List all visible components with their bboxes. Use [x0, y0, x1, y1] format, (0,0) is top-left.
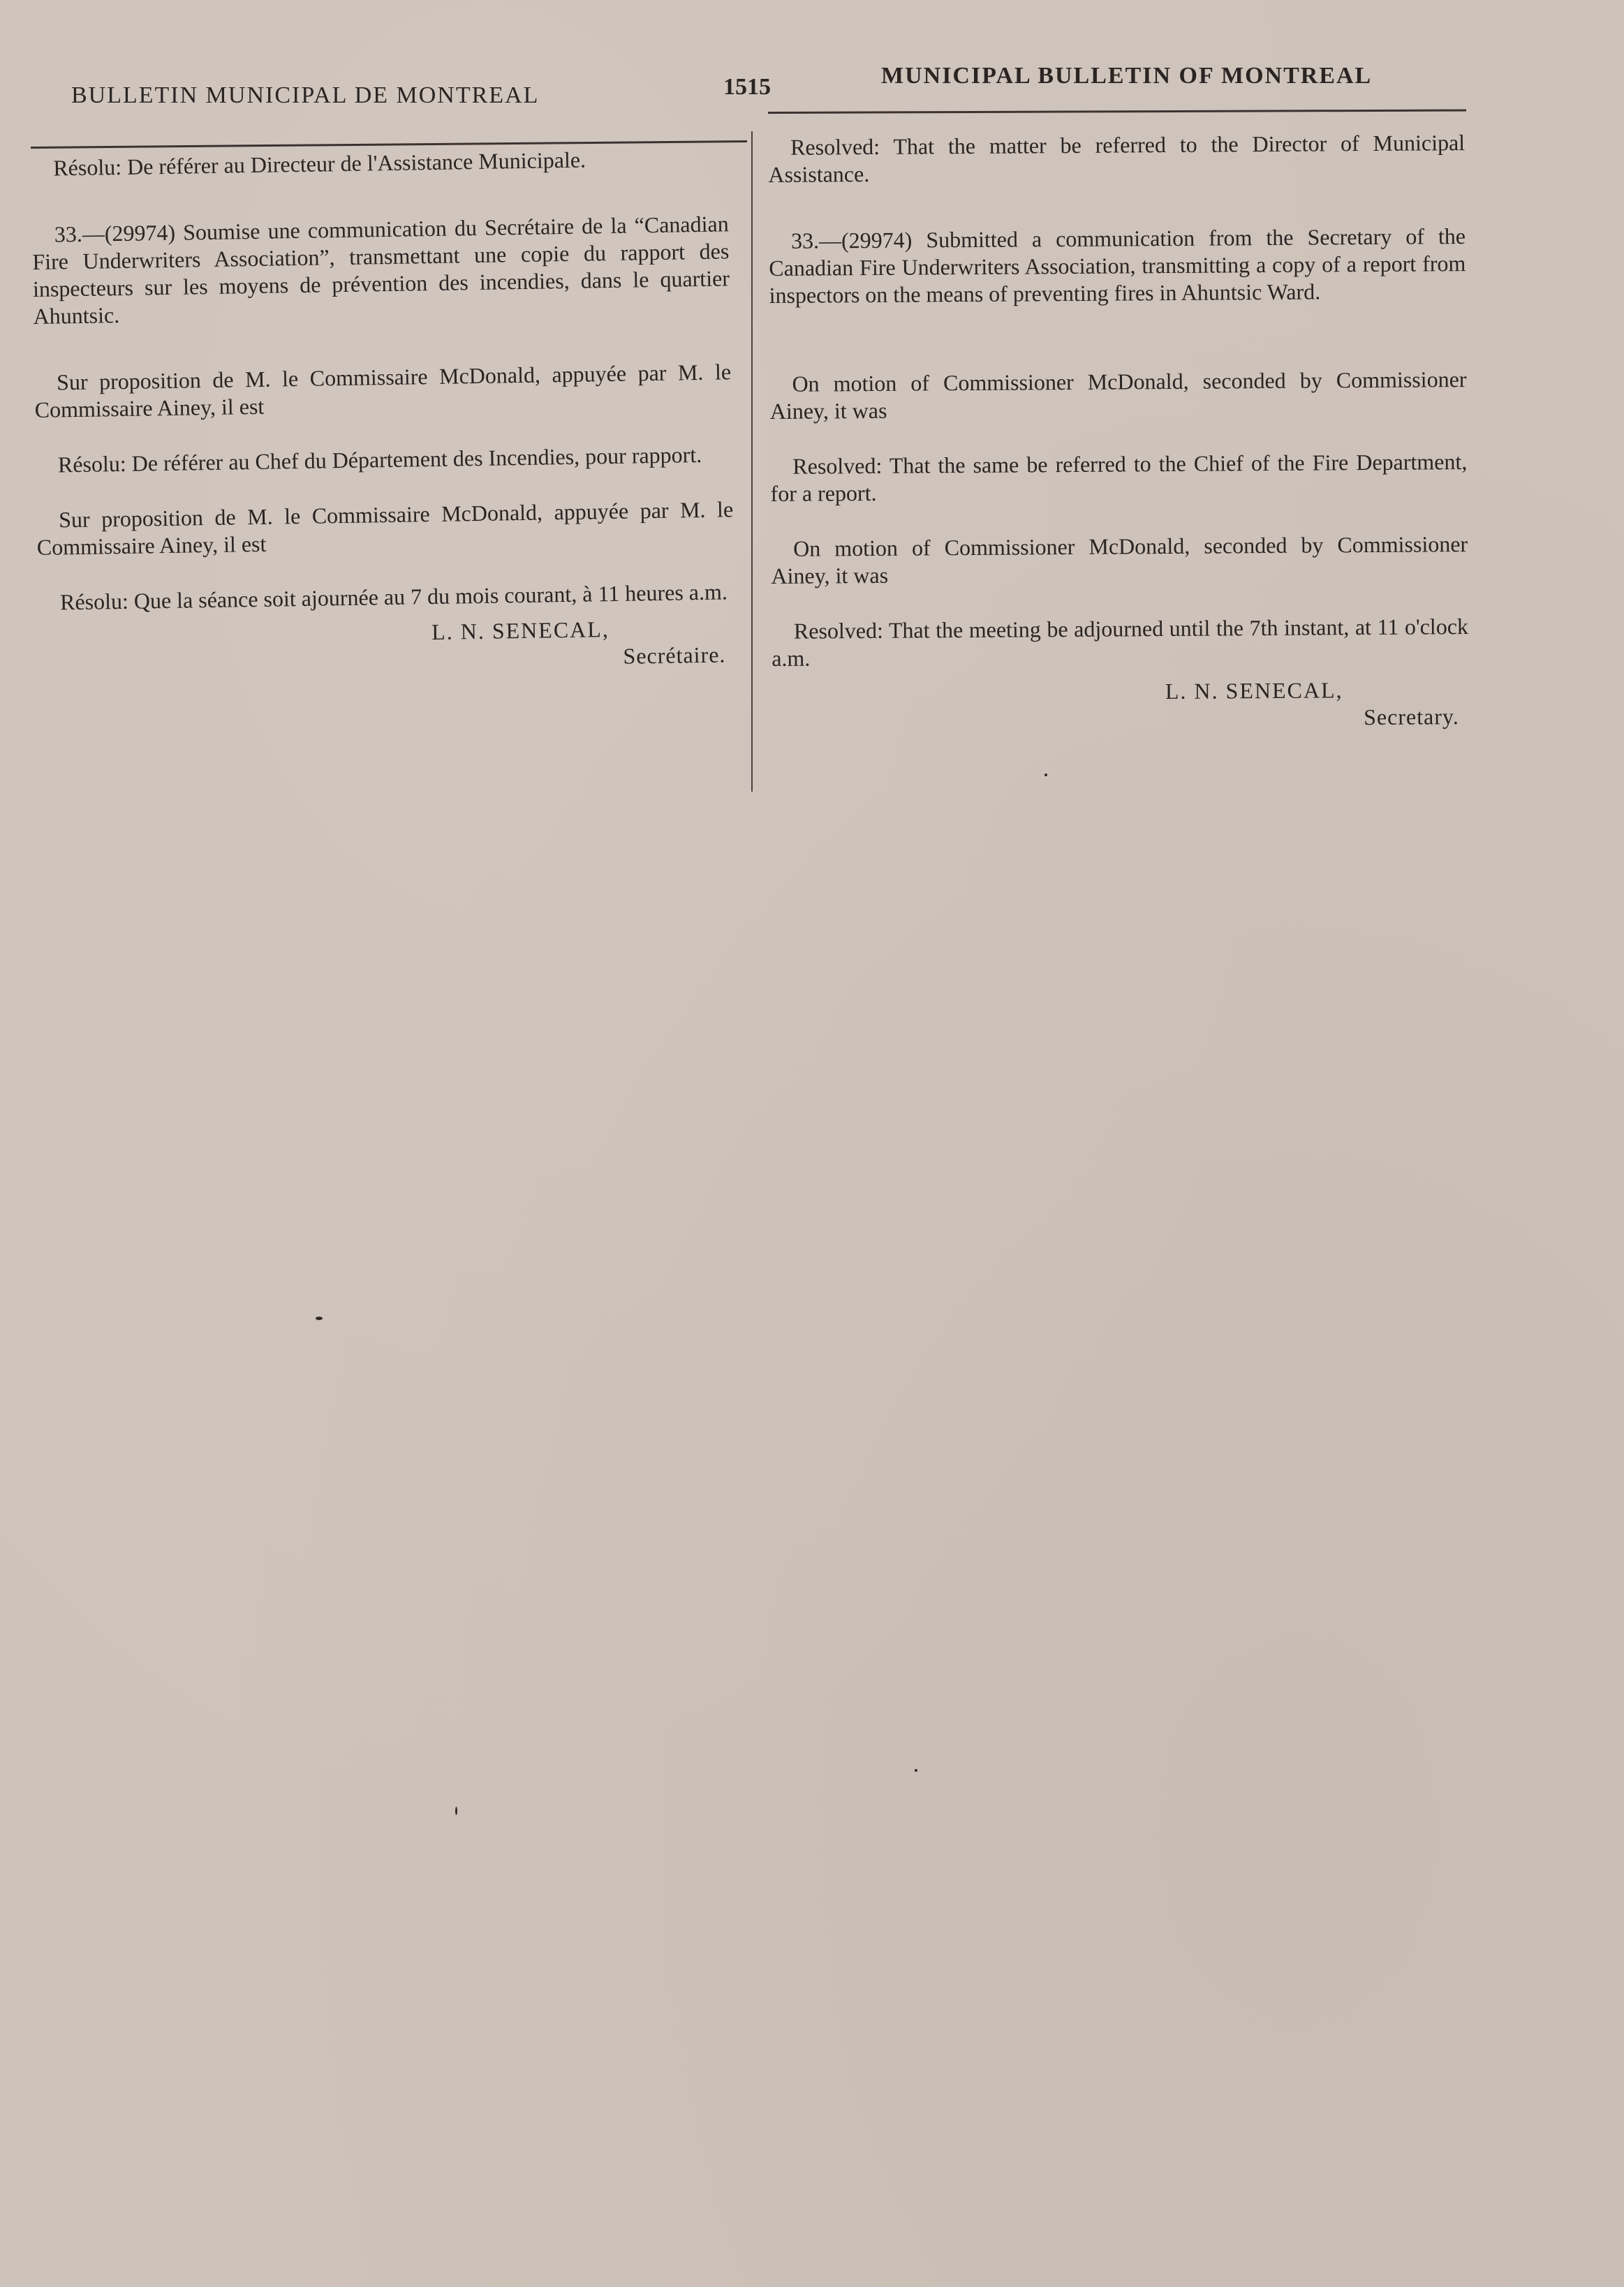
english-signature-title: Secretary. — [1363, 704, 1459, 730]
header-french-title: BULLETIN MUNICIPAL DE MONTREAL — [71, 82, 540, 108]
header-english-title: MUNICIPAL BULLETIN OF MONTREAL — [881, 63, 1373, 89]
page-number: 1515 — [723, 74, 771, 100]
ink-speck — [455, 1807, 457, 1815]
header-rule-right — [768, 110, 1466, 114]
english-paragraph-motion-2: On motion of Commissioner McDonald, seconded by Commissioner Ainey, it was — [771, 531, 1468, 589]
french-paragraph-motion-1: Sur proposition de M. le Commissaire McDonald, appuyée par M. le Commissaire Ainey, il est — [34, 359, 732, 422]
french-paragraph-resolution-2: Résolu: De référer au Chef du Département des Incendies, pour rapport. — [57, 441, 702, 478]
french-column — [31, 144, 736, 679]
english-paragraph-motion-1: On motion of Commissioner McDonald, seconded by Commissioner Ainey, it was — [769, 367, 1467, 424]
english-paragraph-resolution-3: Resolved: That the meeting be adjourned until the 7th instant, at 11 o'clock a.m. — [772, 614, 1469, 671]
ink-speck — [915, 1769, 917, 1772]
ink-speck — [1044, 774, 1047, 776]
english-paragraph-resolution-1: Resolved: That the matter be referred to the Director of Municipal Assistance. — [768, 130, 1466, 187]
french-paragraph-resolution-1: Résolu: De référer au Directeur de l'Assistance Municipale. — [53, 147, 586, 181]
column-divider — [751, 131, 753, 792]
french-paragraph-communication: 33.—(29974) Soumise une communication du Secrétaire de la “Canadian Fire Underwriters Association”, transmettant une copie du rapport des inspecteurs sur les moyens de prévention des incendies, dans le quartier Ahuntsic. — [32, 211, 730, 329]
french-signature-name: L. N. SENECAL, — [431, 616, 610, 645]
ink-speck — [316, 1317, 323, 1320]
french-paragraph-motion-2: Sur proposition de M. le Commissaire McDonald, appuyée par M. le Commissaire Ainey, il est — [36, 496, 734, 560]
english-paragraph-communication: 33.—(29974) Submitted a communication from the Secretary of the Canadian Fire Underwriters Association, transmitting a copy of a report from inspectors on the means of preventing fires in Ahuntsic Ward. — [769, 223, 1466, 308]
english-signature-name: L. N. SENECAL, — [1165, 677, 1343, 704]
english-column — [768, 129, 1469, 735]
french-paragraph-resolution-3: Résolu: Que la séance soit ajournée au 7 du mois courant, à 11 heures a.m. — [59, 579, 728, 615]
french-signature-title: Secrétaire. — [623, 642, 726, 669]
english-paragraph-resolution-2: Resolved: That the same be referred to the Chief of the Fire Department, for a report. — [770, 449, 1468, 506]
